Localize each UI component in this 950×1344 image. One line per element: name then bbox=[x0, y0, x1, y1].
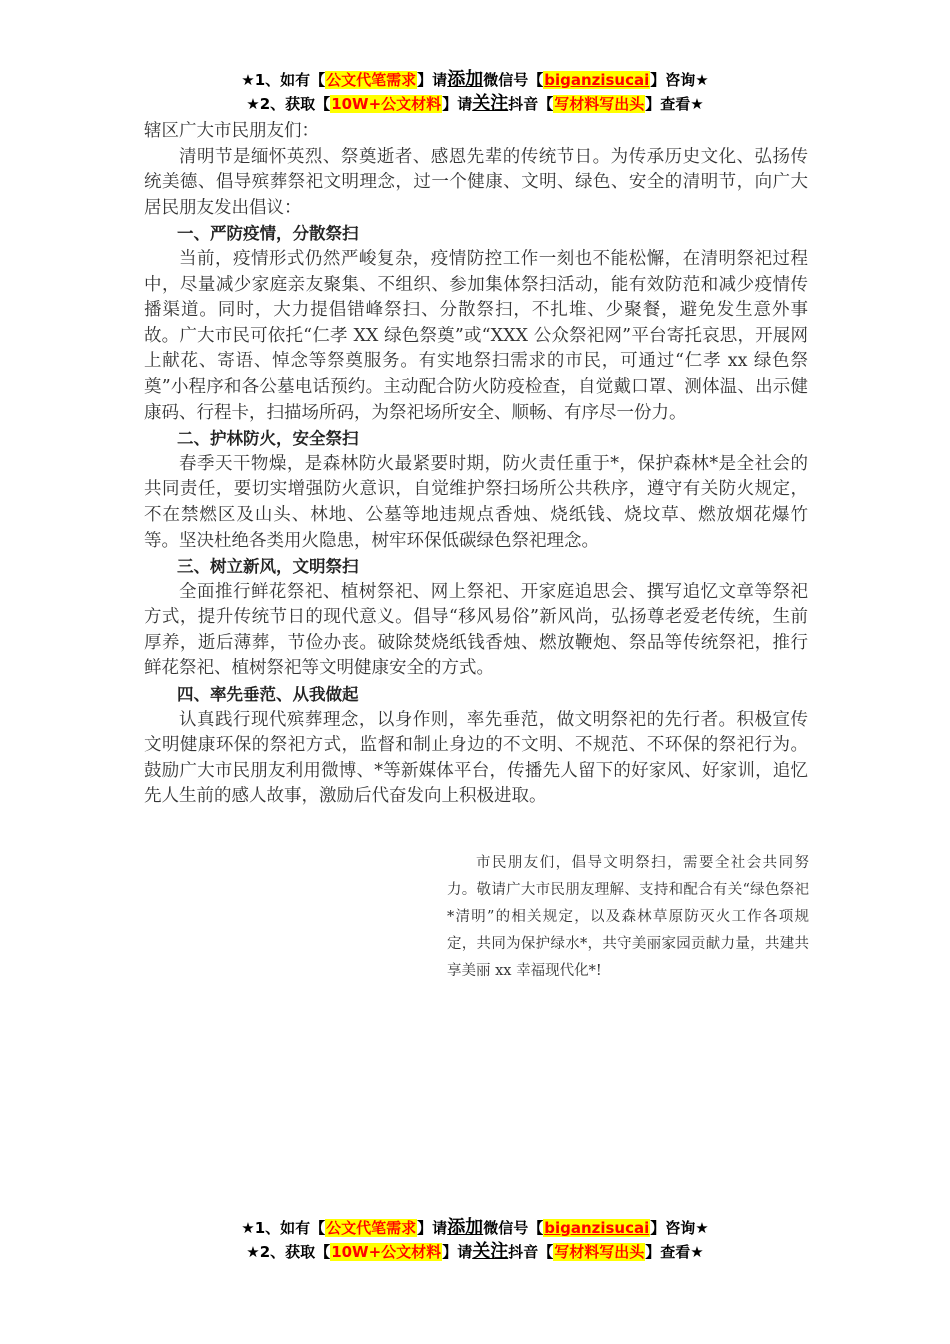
banner-douyin-id: 写材料写出头 bbox=[554, 95, 645, 113]
banner-text: 】请 bbox=[442, 1243, 473, 1261]
banner-text: 抖音【 bbox=[508, 1243, 554, 1261]
banner-douyin-id: 写材料写出头 bbox=[554, 1243, 645, 1261]
section-heading: 四、率先垂范、从我做起 bbox=[177, 685, 359, 705]
banner-text: 】咨询★ bbox=[650, 71, 709, 89]
banner-line-1 bbox=[0, 68, 950, 92]
banner-text: 】请 bbox=[442, 95, 473, 113]
section-paragraph: 当前，疫情形式仍然严峻复杂，疫情防控工作一刻也不能松懈，在清明祭祀过程中，尽量减少家庭亲友聚集、不组织、参加集体祭扫活动，能有效防范和减少疫情传播渠道。同时，大力提倡错峰祭扫、分散祭扫，不扎堆、少聚餐，避免发生意外事故。广大市民可依托“仁孝 XX 绿色祭奠”或“XXX 公众祭祀网”平台寄托哀思，开展网上献花、寄语、悼念等祭奠服务。有实地祭扫需求的市民，可通过“仁孝 xx 绿色祭奠”小程序和各公墓电话预约。主动配合防火防疫检查，自觉戴口罩、测体温、出示健康码、行程卡，扫描场所码，为祭祀场所安全、顺畅、有序尽一份力。 bbox=[144, 248, 808, 423]
banner-emphasis: 关注 bbox=[472, 93, 509, 114]
section-heading: 三、树立新风，文明祭扫 bbox=[177, 557, 359, 577]
section-paragraph: 全面推行鲜花祭祀、植树祭祀、网上祭祀、开家庭追思会、撰写追忆文章等祭祀方式，提升传统节日的现代意义。倡导“移风易俗”新风尚，弘扬尊老爱老传统，生前厚养，逝后薄葬，节俭办丧。破除焚烧纸钱香烛、燃放鞭炮、祭品等传统祭祀，推行鲜花祭祀、植树祭祀等文明健康安全的方式。 bbox=[144, 581, 808, 679]
banner-text: 微信号【 bbox=[483, 71, 544, 89]
banner-text: 】请 bbox=[417, 1219, 448, 1237]
closing-paragraph: 市民朋友们，倡导文明祭扫，需要全社会共同努力。敬请广大市民朋友理解、支持和配合有关“绿色祭祀*清明”的相关规定，以及森林草原防灭火工作各项规定，共同为保护绿水*，共守美丽家园贡献力量，共建共享美丽 xx 幸福现代化*! bbox=[447, 854, 809, 979]
banner-text: 】咨询★ bbox=[650, 1219, 709, 1237]
section-heading: 二、护林防火，安全祭扫 bbox=[177, 429, 359, 449]
banner-text: ★2、获取【 bbox=[246, 1243, 331, 1261]
banner-emphasis: 关注 bbox=[472, 1241, 509, 1262]
bottom-banner bbox=[0, 1216, 950, 1264]
banner-line-2 bbox=[0, 92, 950, 116]
banner-text: ★2、获取【 bbox=[246, 95, 331, 113]
banner-emphasis: 添加 bbox=[447, 1217, 484, 1238]
banner-emphasis: 添加 bbox=[447, 69, 484, 90]
salutation: 辖区广大市民朋友们： bbox=[144, 121, 319, 141]
banner-highlight: 10W+公文材料 bbox=[331, 1243, 442, 1261]
banner-line-2 bbox=[0, 1240, 950, 1264]
top-banner bbox=[0, 68, 950, 116]
section-paragraph: 春季天干物燥，是森林防火最紧要时期，防火责任重于*，保护森林*是全社会的共同责任，要切实增强防火意识，自觉维护祭扫场所公共秩序，遵守有关防火规定，不在禁燃区及山头、林地、公墓等地违规点香烛、烧纸钱、烧坟草、燃放烟花爆竹等。坚决杜绝各类用火隐患，树牢环保低碳绿色祭祀理念。 bbox=[144, 453, 808, 551]
banner-highlight: 公文代笔需求 bbox=[326, 71, 417, 89]
document-body bbox=[144, 119, 808, 810]
banner-text: 】查看★ bbox=[645, 1243, 704, 1261]
banner-text: ★1、如有【 bbox=[241, 71, 326, 89]
banner-highlight: 公文代笔需求 bbox=[326, 1219, 417, 1237]
banner-text: 】查看★ bbox=[645, 95, 704, 113]
section-heading: 一、严防疫情，分散祭扫 bbox=[177, 224, 359, 244]
banner-wechat-id: biganzisucai bbox=[544, 71, 650, 89]
intro-paragraph: 清明节是缅怀英烈、祭奠逝者、感恩先辈的传统节日。为传承历史文化、弘扬传统美德、倡导殡葬祭祀文明理念，过一个健康、文明、绿色、安全的清明节，向广大居民朋友发出倡议： bbox=[144, 146, 808, 218]
section-paragraph: 认真践行现代殡葬理念，以身作则，率先垂范，做文明祭祀的先行者。积极宣传文明健康环保的祭祀方式，监督和制止身边的不文明、不规范、不环保的祭祀行为。鼓励广大市民朋友利用微博、*等新媒体平台，传播先人留下的好家风、好家训，追忆先人生前的感人故事，激励后代奋发向上积极进取。 bbox=[144, 709, 808, 807]
banner-text: 微信号【 bbox=[483, 1219, 544, 1237]
banner-text: ★1、如有【 bbox=[241, 1219, 326, 1237]
banner-highlight: 10W+公文材料 bbox=[331, 95, 442, 113]
banner-wechat-id: biganzisucai bbox=[544, 1219, 650, 1237]
banner-line-1 bbox=[0, 1216, 950, 1240]
banner-text: 】请 bbox=[417, 71, 448, 89]
banner-text: 抖音【 bbox=[508, 95, 554, 113]
